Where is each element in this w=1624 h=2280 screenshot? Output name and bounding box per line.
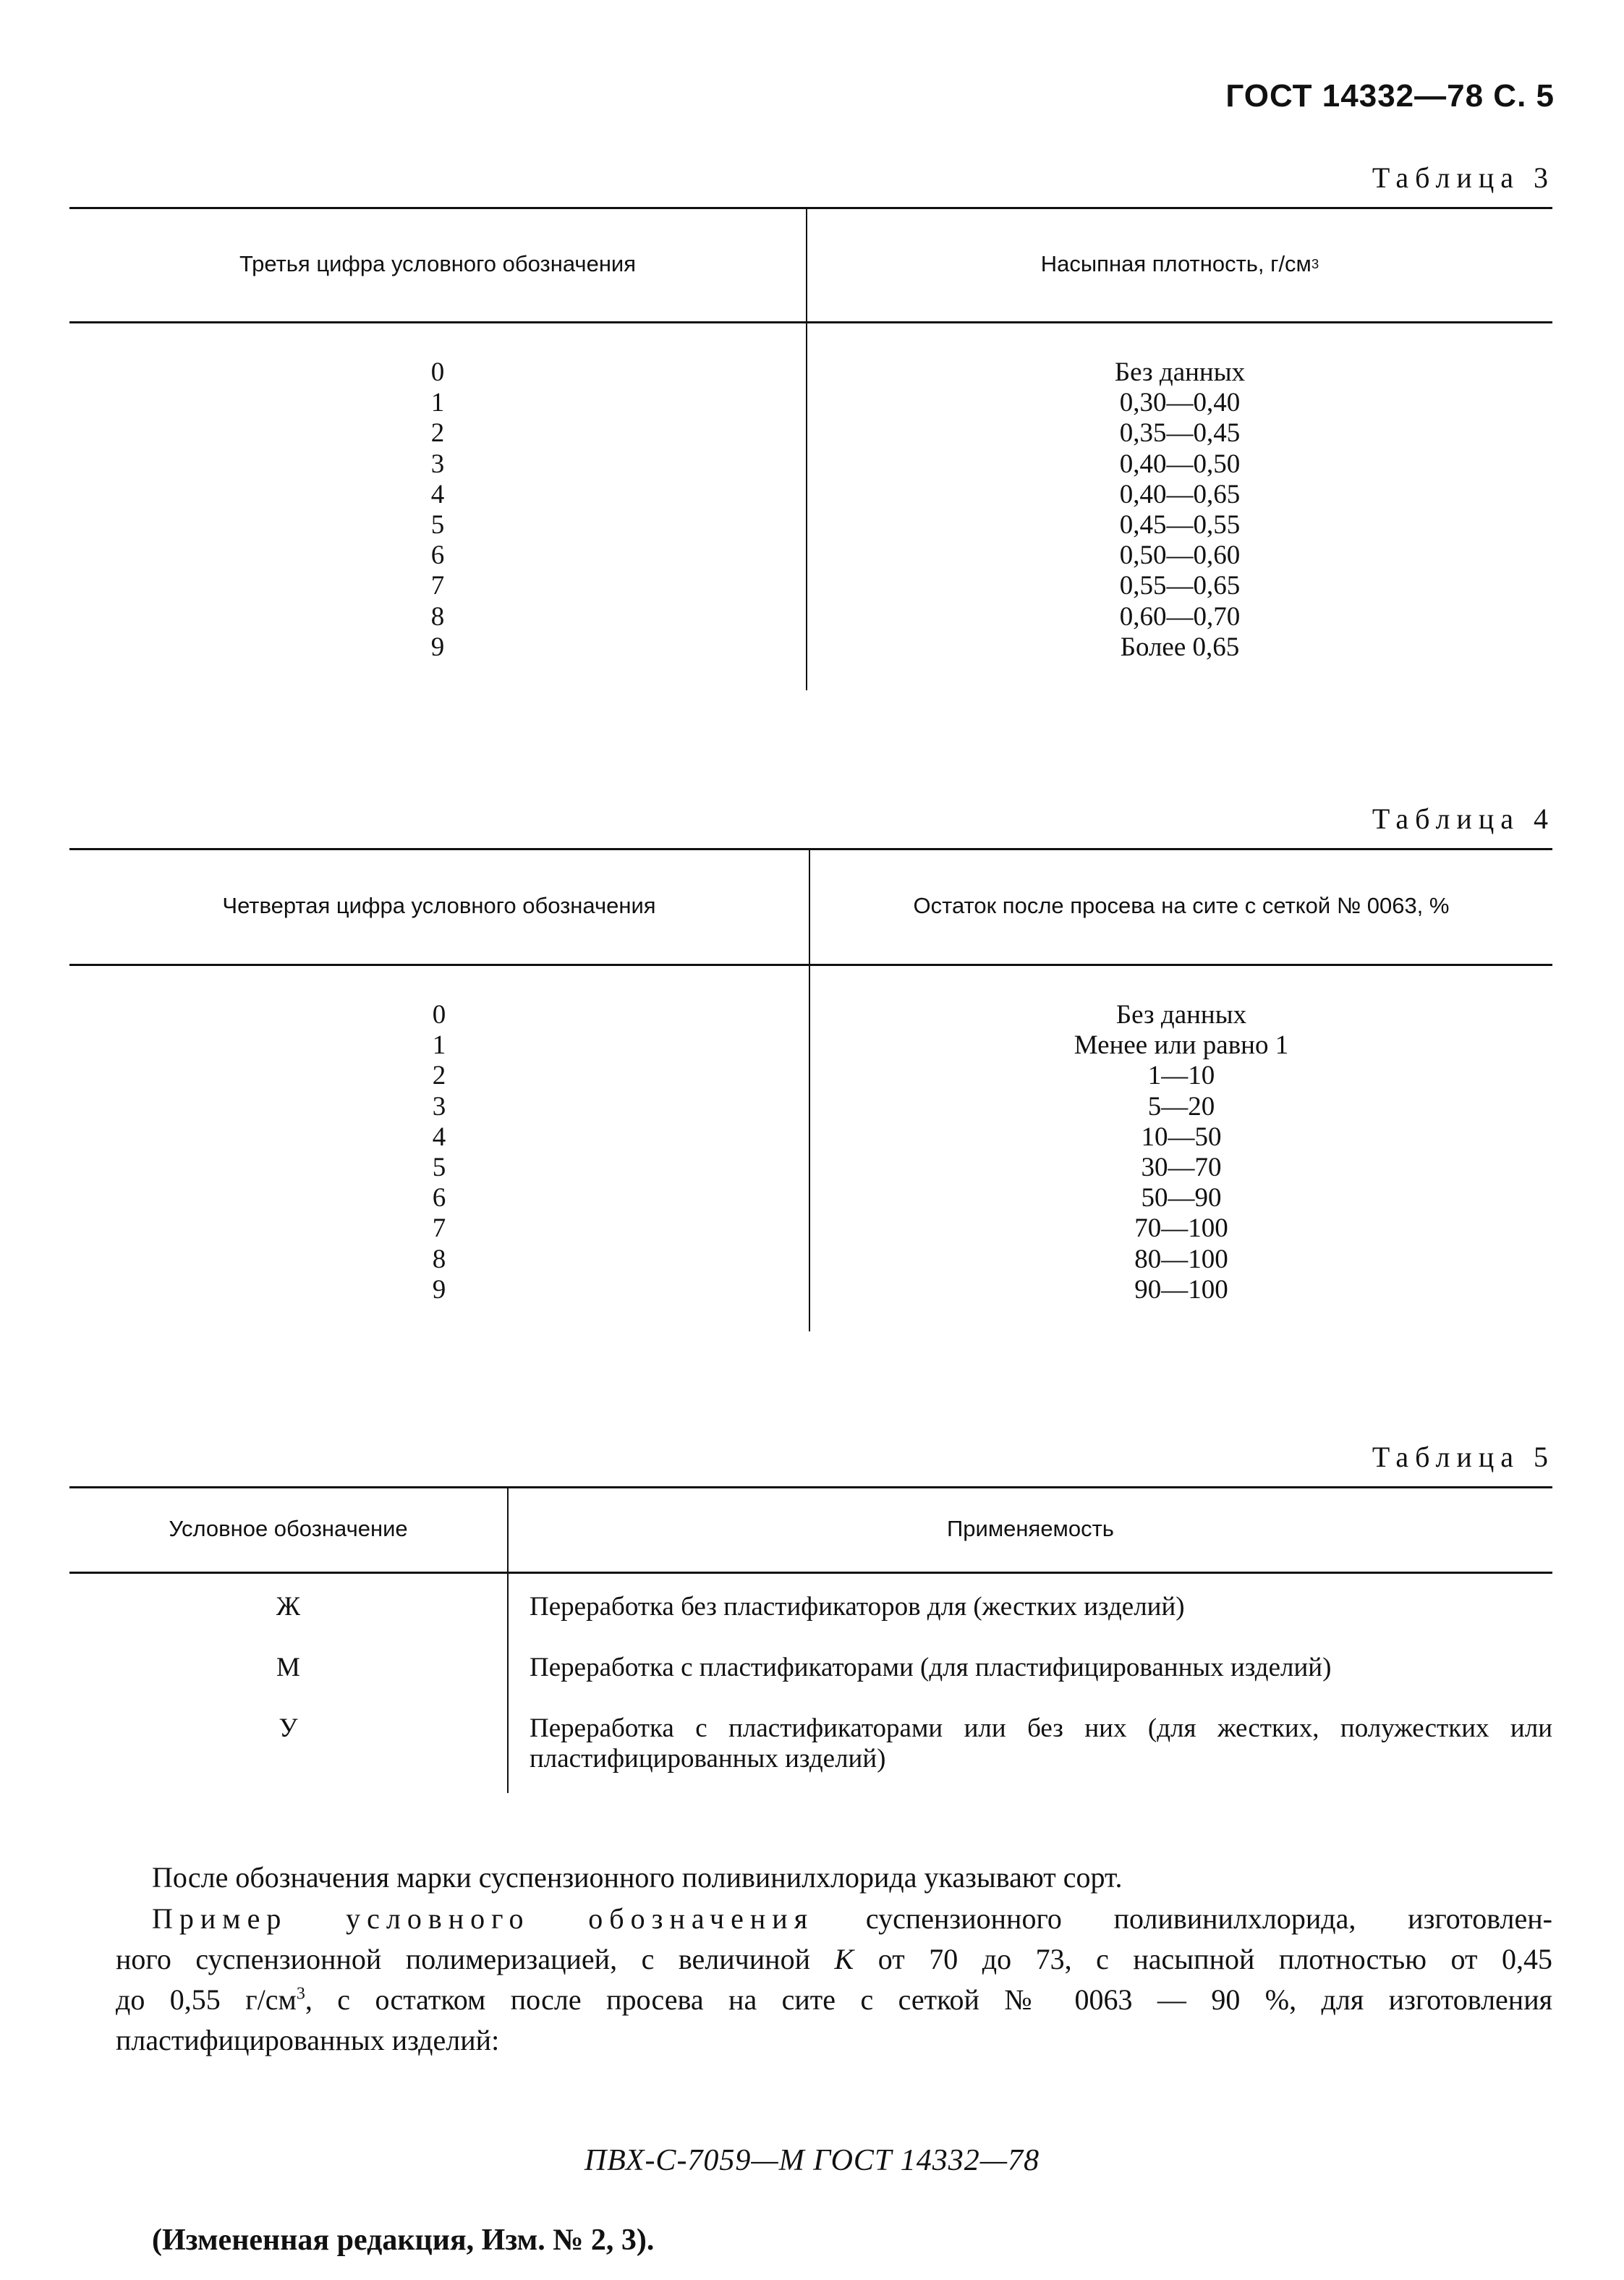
page-header: ГОСТ 14332—78 С. 5 (1225, 78, 1555, 114)
table5-row-code: М (276, 1653, 300, 1682)
table4-caption: Таблица 4 (1372, 802, 1555, 835)
table5-caption: Таблица 5 (1372, 1441, 1555, 1473)
example-line-1-rest: суспензионного поливинилхлорида, изготовлен- (814, 1902, 1553, 1935)
table3-value-cell: 0,45—0,55 (1119, 510, 1241, 541)
table4-digits-column (69, 1000, 809, 1305)
table3-value-cell: 0,55—0,65 (1119, 571, 1241, 601)
table3-digit-cell: 7 (430, 571, 445, 601)
table4-value-cell: 70—100 (1134, 1213, 1228, 1244)
table3-digit-cell: 4 (430, 479, 445, 509)
example-line-2-b: от 70 до 73, с насыпной плотностью от 0,45 (854, 1943, 1552, 1975)
table4-col1-header: Четвертая цифра условного обозначения (222, 893, 656, 918)
table5-row-desc: Переработка с пластификаторами (для пластифицированных изделий) (530, 1653, 1332, 1682)
example-line-1 (116, 1899, 1552, 1939)
table4-digit-cell: 6 (432, 1183, 446, 1213)
designation-formula: ПВХ-С-7059—М ГОСТ 14332—78 (584, 2144, 1040, 2177)
table5-row-desc: Переработка с пластификаторами или без них (для жестких, полужестких или пластифицированных изделий) (530, 1713, 1552, 1773)
table4-value-cell: 30—70 (1141, 1153, 1222, 1183)
table4-digit-cell: 0 (432, 1000, 446, 1030)
table4-value-cell: 5—20 (1147, 1091, 1215, 1122)
table3-digit-cell: 3 (430, 449, 445, 479)
example-k-symbol: K (834, 1943, 854, 1975)
table3-digit-cell: 1 (430, 388, 445, 418)
table3-digit-cell: 5 (430, 510, 445, 541)
table3-digit-cell: 0 (430, 357, 445, 387)
example-line-3-sup: 3 (296, 1984, 305, 2004)
table5-row-code: У (279, 1713, 298, 1743)
table5-row-code: Ж (276, 1592, 301, 1622)
table4-col2-header: Остаток после просева на сите с сеткой № 0063, % (913, 893, 1450, 918)
table5 (69, 1486, 1552, 1793)
revision-note: (Измененная редакция, Изм. № 2, 3). (152, 2224, 655, 2257)
table3-value-cell: 0,40—0,65 (1119, 479, 1241, 509)
table3-digit-cell: 6 (430, 541, 445, 571)
example-line-3 (116, 1980, 1552, 2020)
table4-digit-cell: 4 (432, 1122, 446, 1152)
paragraph-grade: После обозначения марки суспензионного поливинилхлорида указывают сорт. (152, 1861, 1123, 1894)
table4 (69, 848, 1552, 1331)
table4-value-cell: Без данных (1115, 1000, 1247, 1030)
table4-header-rule (69, 964, 1552, 966)
table4-value-cell: 50—90 (1141, 1183, 1222, 1213)
table3-value-cell: 0,60—0,70 (1119, 601, 1241, 632)
table4-value-cell: 10—50 (1141, 1122, 1222, 1152)
table3-caption: Таблица 3 (1372, 161, 1555, 194)
table3-col2-header-text: Насыпная плотность, г/см (1040, 251, 1311, 276)
table4-value-cell: 80—100 (1134, 1244, 1228, 1274)
table3-digit-cell: 8 (430, 601, 445, 632)
example-line-2 (116, 1939, 1552, 1980)
example-line-3-b: , с остатком после просева на сите с сеткой № 0063 — 90 %, для изготовления (305, 1983, 1553, 2016)
table4-digit-cell: 5 (432, 1153, 446, 1183)
table3-values-column (807, 357, 1552, 663)
table3-col1-header: Третья цифра условного обозначения (239, 251, 637, 276)
table3-value-cell: Без данных (1114, 357, 1246, 387)
table3-value-cell: Более 0,65 (1120, 632, 1240, 662)
table5-row-desc: Переработка без пластификаторов для (жестких изделий) (530, 1592, 1185, 1622)
table5-col1-header: Условное обозначение (169, 1516, 408, 1541)
table3-header-rule (69, 321, 1552, 323)
table3 (69, 207, 1552, 690)
table4-digit-cell: 8 (432, 1244, 446, 1274)
example-line-3-a: до 0,55 г/см (116, 1983, 297, 2016)
table3-value-cell: 0,40—0,50 (1119, 449, 1241, 479)
table3-digit-cell: 2 (430, 418, 445, 449)
table4-digit-cell: 1 (432, 1030, 446, 1061)
table4-digit-cell: 3 (432, 1091, 446, 1122)
table5-header-rule (69, 1572, 1552, 1574)
table3-digits-column (69, 357, 806, 663)
table3-value-cell: 0,30—0,40 (1119, 388, 1241, 418)
example-spaced-heading: Пример условного обозначения (152, 1902, 815, 1935)
table4-values-column (810, 1000, 1552, 1305)
table3-col2-header: Насыпная плотность, г/см 3 (1040, 251, 1319, 276)
table4-digit-cell: 9 (432, 1274, 446, 1305)
table3-value-cell: 0,50—0,60 (1119, 541, 1241, 571)
table5-col2-header: Применяемость (947, 1516, 1114, 1541)
table4-digit-cell: 7 (432, 1213, 446, 1244)
table4-digit-cell: 2 (432, 1061, 446, 1091)
table3-value-cell: 0,35—0,45 (1119, 418, 1241, 449)
example-line-2-a: ного суспензионной полимеризацией, с величиной (116, 1943, 835, 1975)
table4-value-cell: 90—100 (1134, 1274, 1228, 1305)
table4-value-cell: 1—10 (1147, 1061, 1215, 1091)
example-line-4: пластифицированных изделий: (116, 2024, 500, 2056)
table3-digit-cell: 9 (430, 632, 445, 662)
table4-value-cell: Менее или равно 1 (1074, 1030, 1289, 1061)
paragraph-example (116, 1899, 1552, 2061)
